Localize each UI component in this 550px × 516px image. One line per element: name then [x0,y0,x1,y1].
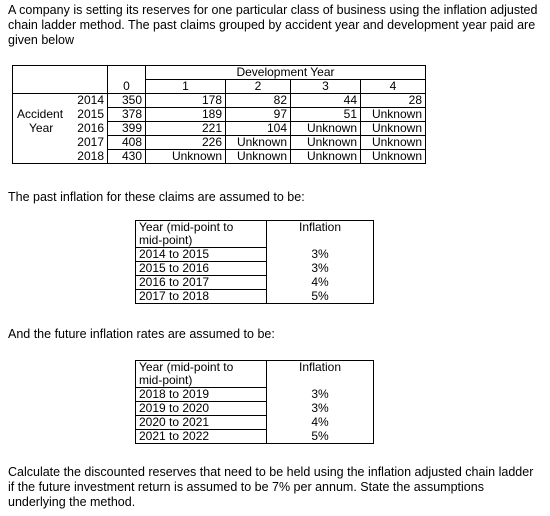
rate-cell: 3% [267,402,374,416]
future-inflation-intro: And the future inflation rates are assumed to be: [8,327,275,341]
period-cell: 2014 to 2015 [136,248,267,262]
table-row [136,402,374,416]
table-row [136,248,374,262]
claim-cell: 51 [291,108,361,122]
claim-cell: Unknown [361,150,426,164]
claim-cell: Unknown [361,122,426,136]
claim-cell: 378 [108,108,146,122]
period-cell: 2020 to 2021 [136,416,267,430]
dev-year-label: 2 [226,80,291,94]
column-header: Inflation [267,361,374,388]
claim-cell: 189 [146,108,226,122]
table-row [13,136,426,150]
column-header: Year (mid-point to [139,220,234,234]
rate-cell: 5% [267,290,374,304]
table-row [13,108,426,122]
claim-cell: 97 [226,108,291,122]
rate-cell: 4% [267,416,374,430]
row-label-accident: Accident [17,106,64,121]
claim-cell: 350 [108,94,146,108]
period-cell: 2015 to 2016 [136,262,267,276]
rate-cell: 4% [267,276,374,290]
claim-cell: 104 [226,122,291,136]
claim-cell: 28 [361,94,426,108]
rate-cell: 3% [267,248,374,262]
table-row [13,150,426,164]
past-inflation-table [135,220,374,304]
claim-cell: 430 [108,150,146,164]
rate-cell: 3% [267,388,374,402]
claim-cell: Unknown [291,136,361,150]
claim-cell: Unknown [226,136,291,150]
dev-year-label: 3 [291,80,361,94]
intro-paragraph: A company is setting its reserves for one particular class of business using the inflation adjusted chain ladder method. The past claims grouped by accident year and development year paid are given below [8,3,538,47]
period-cell: 2021 to 2022 [136,430,267,444]
claim-cell: 221 [146,122,226,136]
table-row [136,416,374,430]
past-inflation-intro: The past inflation for these claims are assumed to be: [8,190,305,204]
question-paragraph: Calculate the discounted reserves that need to be held using the inflation adjusted chain ladder if the future investment return is assumed to be 7% per annum. State the assumptions underlying the method. [8,465,534,509]
dev-year-label: 0 [108,80,146,94]
claim-cell: 399 [108,122,146,136]
claim-cell: Unknown [361,136,426,150]
accident-year: 2015 [77,107,104,121]
dev-years-row [13,80,426,94]
column-header: Year (mid-point to [139,360,234,374]
claim-cell: Unknown [226,150,291,164]
dev-year-label: 4 [361,80,426,94]
claim-cell: 82 [226,94,291,108]
period-cell: 2016 to 2017 [136,276,267,290]
table-row [136,290,374,304]
future-inflation-table [135,360,374,444]
accident-year: 2014 [13,94,108,108]
claim-cell: Unknown [291,150,361,164]
claim-cell: Unknown [146,150,226,164]
column-header: Inflation [267,221,374,248]
claim-cell: 178 [146,94,226,108]
table-header-row [136,221,374,248]
claim-cell: 44 [291,94,361,108]
claims-table [12,65,426,164]
rate-cell: 3% [267,262,374,276]
period-cell: 2017 to 2018 [136,290,267,304]
column-header: mid-point) [139,373,193,387]
dev-year-label: 1 [146,80,226,94]
table-header-row [13,66,426,80]
period-cell: 2019 to 2020 [136,402,267,416]
accident-year: 2018 [13,150,108,164]
table-row [13,122,426,136]
column-header: mid-point) [139,233,193,247]
claim-cell: 226 [146,136,226,150]
row-label-year: Year [29,120,54,135]
table-row [136,262,374,276]
table-row [136,430,374,444]
claim-cell: Unknown [291,122,361,136]
claim-cell: 408 [108,136,146,150]
rate-cell: 5% [267,430,374,444]
claim-cell: Unknown [361,108,426,122]
table-header-row [136,361,374,388]
table-row [13,94,426,108]
dev-year-header: Development Year [146,66,426,80]
accident-year: 2016 [77,121,104,135]
period-cell: 2018 to 2019 [136,388,267,402]
accident-year: 2017 [13,136,108,150]
table-row [136,388,374,402]
table-row [136,276,374,290]
